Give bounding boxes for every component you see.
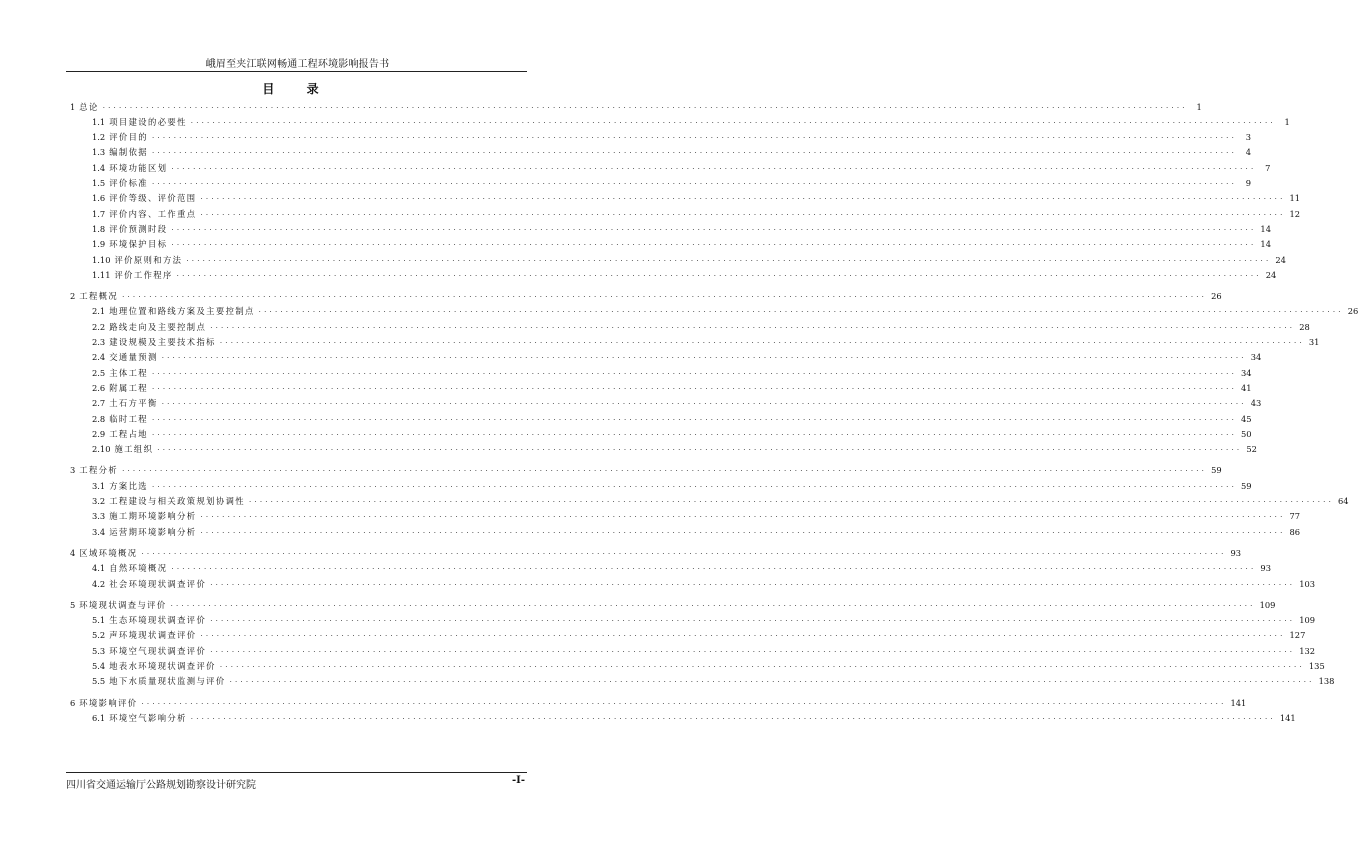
toc-entry-number: 1 [70,101,76,112]
toc-entry-title: 主体工程 [109,367,148,378]
toc-dot-leader: ········································································································································································································ [122,293,1208,302]
toc-entry-number: 3.2 [92,496,106,506]
toc-entry-title: 路线走向及主要控制点 [109,321,207,332]
toc-entry-page: 7 [1265,162,1271,173]
toc-dot-leader: ········································································································································································································ [152,369,1238,378]
toc-entry-title: 评价工作程序 [114,269,173,280]
toc-entry-title: 评价预测时段 [109,223,168,234]
toc-entry-page: 132 [1299,645,1316,656]
toc-entry-number: 3.4 [92,526,106,537]
toc-entry-number: 5.1 [92,615,106,626]
toc-section-row[interactable] [92,208,1301,220]
toc-section-row[interactable] [92,162,1271,174]
toc-entry-page: 50 [1241,428,1252,439]
toc-dot-leader: ········································································································································································································ [200,632,1286,641]
footer-organization: 四川省交通运输厅公路规划勘察设计研究院 [66,780,256,791]
toc-entry-title: 方案比选 [109,480,148,491]
toc-entry-title: 环境保护目标 [109,239,168,250]
toc-entry-number: 1.1 [92,116,106,127]
toc-entry-page: 11 [1289,193,1301,204]
toc-section-row[interactable] [92,367,1252,379]
toc-entry-page: 86 [1289,526,1301,537]
toc-dot-leader: ········································································································································································································ [152,482,1238,491]
toc-entry-page: 34 [1241,367,1252,378]
toc-dot-leader: ········································································································································································································ [210,323,1296,332]
toc-entry-title: 环境功能区划 [109,162,168,173]
toc-entry-title: 运营期环境影响分析 [109,526,197,537]
toc-entry-number: 2.1 [92,306,106,317]
toc-dot-leader: ········································································································································································································ [152,415,1238,424]
toc-dot-leader: ········································································································································································································ [258,308,1344,317]
toc-entry-number: 2.9 [92,428,106,439]
toc-dot-leader: ········································································································································································································ [200,195,1286,204]
toc-section-row[interactable] [92,382,1252,394]
toc-dot-leader: ········································································································································································································ [210,617,1296,626]
toc-section-row[interactable] [92,351,1262,363]
toc-entry-number: 1.8 [92,223,106,234]
toc-chapter-row[interactable] [70,101,1202,113]
toc-entry-number: 3.3 [92,511,106,522]
toc-dot-leader: ········································································································································································································ [102,103,1188,112]
toc-dot-leader: ········································································································································································································ [248,498,1334,506]
toc-entry-page: 14 [1260,223,1271,234]
toc-section-row[interactable] [92,269,1277,281]
toc-entry-number: 1.4 [92,162,106,173]
toc-dot-leader: ········································································································································································································ [171,565,1257,574]
toc-entry-title: 社会环境现状调查评价 [109,578,207,589]
toc-entry-title: 生态环境现状调查评价 [109,615,207,626]
toc-section-row[interactable] [92,480,1252,492]
toc-entry-title: 自然环境概况 [109,563,168,574]
toc-entry-page: 138 [1318,676,1335,687]
toc-entry-number: 5.3 [92,645,106,656]
toc-dot-leader: ········································································································································································································ [200,513,1286,522]
toc-section-row[interactable] [92,645,1316,657]
toc-entry-title: 附属工程 [109,382,148,393]
toc-entry-page: 59 [1211,465,1222,476]
toc-section-row[interactable] [92,413,1252,425]
toc-entry-title: 环境空气影响分析 [109,712,187,723]
toc-entry-page: 127 [1289,630,1306,641]
toc-entry-title: 总论 [79,101,99,112]
toc-section-row[interactable] [92,146,1252,158]
toc-dot-leader: ········································································································································································································ [210,580,1296,589]
toc-entry-title: 地表水环境现状调查评价 [109,661,216,671]
toc-dot-leader: ········································································································································································································ [219,339,1305,347]
toc-section-row[interactable] [92,428,1252,440]
toc-entry-number: 6 [70,697,76,708]
toc-dot-leader: ········································································································································································································ [171,164,1257,173]
toc-section-row[interactable] [92,336,1320,348]
toc-entry-number: 2.3 [92,337,106,347]
toc-entry-title: 工程概况 [79,291,119,302]
toc-dot-leader: ········································································································································································································ [210,647,1296,656]
toc-entry-number: 1.2 [92,132,106,143]
toc-entry-page: 31 [1308,337,1320,347]
toc-section-row[interactable] [92,510,1301,522]
toc-entry-number: 2.4 [92,352,106,363]
toc-entry-title: 区域环境概况 [79,547,138,558]
toc-entry-title: 工程占地 [109,428,148,439]
toc-dot-leader: ········································································································································································································ [200,528,1286,537]
toc-entry-page: 109 [1259,599,1276,610]
toc-section-row[interactable] [92,192,1301,204]
toc-entry-page: 28 [1299,321,1310,332]
toc-entry-number: 1.9 [92,239,106,250]
toc-entry-page: 3 [1245,132,1252,143]
toc-entry-page: 64 [1338,496,1349,506]
toc-entry-page: 93 [1230,547,1242,558]
toc-entry-title: 编制依据 [109,147,148,158]
toc-entry-page: 135 [1308,661,1325,671]
report-header-title: 峨眉至夹江联网畅通工程环境影响报告书 [205,59,390,70]
toc-dot-leader: ········································································································································································································ [157,446,1243,455]
toc-entry-number: 3 [70,465,76,476]
toc-dot-leader: ········································································································································································································ [229,678,1315,687]
toc-chapter-row[interactable] [70,290,1222,302]
toc-entry-number: 1.11 [92,269,111,280]
toc-section-row[interactable] [92,660,1325,672]
toc-entry-page: 4 [1245,147,1252,158]
toc-dot-leader: ········································································································································································································ [161,400,1247,409]
toc-section-row[interactable] [92,223,1271,235]
toc-entry-page: 24 [1275,254,1286,265]
toc-entry-title: 评价标准 [109,178,148,188]
toc-entry-title: 交通量预测 [109,352,158,363]
toc-heading: 目 录 [262,82,333,96]
toc-entry-title: 建设规模及主要技术指标 [109,337,216,347]
toc-entry-number: 1.7 [92,208,106,219]
toc-chapter-row[interactable] [70,547,1242,559]
toc-section-row[interactable] [92,675,1335,687]
toc-section-row[interactable] [92,131,1252,143]
toc-entry-number: 4.2 [92,578,106,589]
toc-entry-title: 施工期环境影响分析 [109,511,197,522]
toc-dot-leader: ········································································································································································································ [161,354,1247,363]
toc-entry-title: 临时工程 [109,413,148,424]
toc-entry-page: 12 [1289,208,1301,219]
toc-chapter-row[interactable] [70,697,1247,709]
toc-section-row[interactable] [92,495,1349,507]
toc-entry-number: 1.5 [92,178,106,188]
toc-dot-leader: ········································································································································································································ [190,714,1276,723]
toc-entry-number: 6.1 [92,712,106,723]
toc-entry-number: 4 [70,547,76,558]
toc-entry-number: 5.2 [92,630,106,641]
toc-section-row[interactable] [92,578,1316,590]
toc-section-row[interactable] [92,397,1262,409]
toc-section-row[interactable] [92,443,1257,455]
toc-dot-leader: ········································································································································································································ [186,256,1272,265]
toc-entry-title: 土石方平衡 [109,398,158,409]
toc-dot-leader: ········································································································································································································ [170,601,1256,610]
toc-entry-page: 9 [1245,178,1252,188]
toc-entry-page: 1 [1284,116,1290,127]
toc-section-row[interactable] [92,238,1271,250]
toc-entry-number: 1.3 [92,147,106,158]
toc-entry-number: 2 [70,291,76,302]
toc-entry-page: 109 [1299,615,1316,626]
toc-dot-leader: ········································································································································································································ [152,134,1238,143]
toc-entry-page: 24 [1265,269,1277,280]
toc-section-row[interactable] [92,526,1301,538]
toc-entry-number: 2.10 [92,444,111,455]
toc-entry-number: 2.2 [92,321,106,332]
toc-entry-number: 5.4 [92,661,106,671]
toc-entry-title: 地下水质量现状监测与评价 [109,676,226,687]
toc-entry-page: 59 [1241,480,1252,491]
toc-entry-page: 93 [1260,563,1271,574]
toc-entry-page: 34 [1250,352,1262,363]
toc-entry-page: 45 [1241,413,1252,424]
toc-entry-title: 评价等级、评价范围 [109,193,197,204]
toc-entry-page: 141 [1230,697,1247,708]
footer-divider [66,772,527,773]
toc-section-row[interactable] [92,614,1316,626]
toc-entry-page: 77 [1289,511,1301,522]
toc-entry-page: 52 [1246,444,1257,455]
toc-section-row[interactable] [92,629,1306,641]
toc-section-row[interactable] [92,321,1310,333]
toc-section-row[interactable] [92,254,1286,266]
toc-dot-leader: ········································································································································································································ [171,241,1257,250]
toc-entry-number: 5 [70,599,76,610]
toc-dot-leader: ········································································································································································································ [190,118,1276,127]
toc-entry-number: 4.1 [92,563,106,574]
toc-entry-title: 评价目的 [109,132,148,143]
toc-entry-number: 3.1 [92,480,106,491]
toc-entry-page: 14 [1260,239,1271,250]
toc-entry-page: 103 [1299,578,1316,589]
toc-section-row[interactable] [92,116,1290,128]
toc-dot-leader: ········································································································································································································ [171,225,1257,234]
toc-dot-leader: ········································································································································································································ [152,180,1238,188]
toc-entry-number: 2.7 [92,398,106,409]
toc-entry-page: 26 [1347,306,1358,317]
toc-dot-leader: ········································································································································································································ [152,149,1238,158]
toc-entry-title: 项目建设的必要性 [109,116,187,127]
toc-entry-title: 工程建设与相关政策规划协调性 [109,496,245,506]
toc-dot-leader: ········································································································································································································ [141,549,1227,558]
toc-entry-number: 5.5 [92,676,106,687]
toc-chapter-row[interactable] [70,599,1276,611]
toc-chapter-row[interactable] [70,464,1222,476]
toc-dot-leader: ········································································································································································································ [176,271,1262,280]
toc-section-row[interactable] [92,305,1358,317]
toc-entry-title: 评价原则和方法 [114,254,183,265]
toc-section-row[interactable] [92,562,1271,574]
toc-entry-number: 2.8 [92,413,106,424]
toc-entry-title: 地理位置和路线方案及主要控制点 [109,306,255,317]
toc-entry-number: 2.6 [92,382,106,393]
toc-dot-leader: ········································································································································································································ [152,384,1238,393]
toc-dot-leader: ········································································································································································································ [219,663,1305,671]
toc-entry-page: 43 [1250,398,1262,409]
toc-section-row[interactable] [92,177,1252,189]
toc-entry-number: 1.6 [92,193,106,204]
toc-entry-title: 评价内容、工作重点 [109,208,197,219]
toc-entry-page: 26 [1211,291,1222,302]
toc-dot-leader: ········································································································································································································ [152,430,1238,439]
toc-entry-title: 环境影响评价 [79,697,138,708]
toc-entry-page: 141 [1279,712,1296,723]
toc-entry-number: 2.5 [92,367,106,378]
toc-entry-page: 41 [1241,382,1252,393]
footer-page-number: -I- [512,775,525,786]
toc-entry-title: 工程分析 [79,465,119,476]
toc-dot-leader: ········································································································································································································ [200,210,1286,219]
toc-entry-title: 环境现状调查与评价 [79,599,167,610]
toc-dot-leader: ········································································································································································································ [141,699,1227,708]
toc-entry-title: 施工组织 [114,444,154,455]
toc-dot-leader: ········································································································································································································ [122,467,1208,476]
toc-entry-page: 1 [1196,101,1202,112]
toc-entry-title: 环境空气现状调查评价 [109,645,207,656]
toc-entry-number: 1.10 [92,254,111,265]
toc-section-row[interactable] [92,712,1296,724]
toc-entry-title: 声环境现状调查评价 [109,630,197,641]
